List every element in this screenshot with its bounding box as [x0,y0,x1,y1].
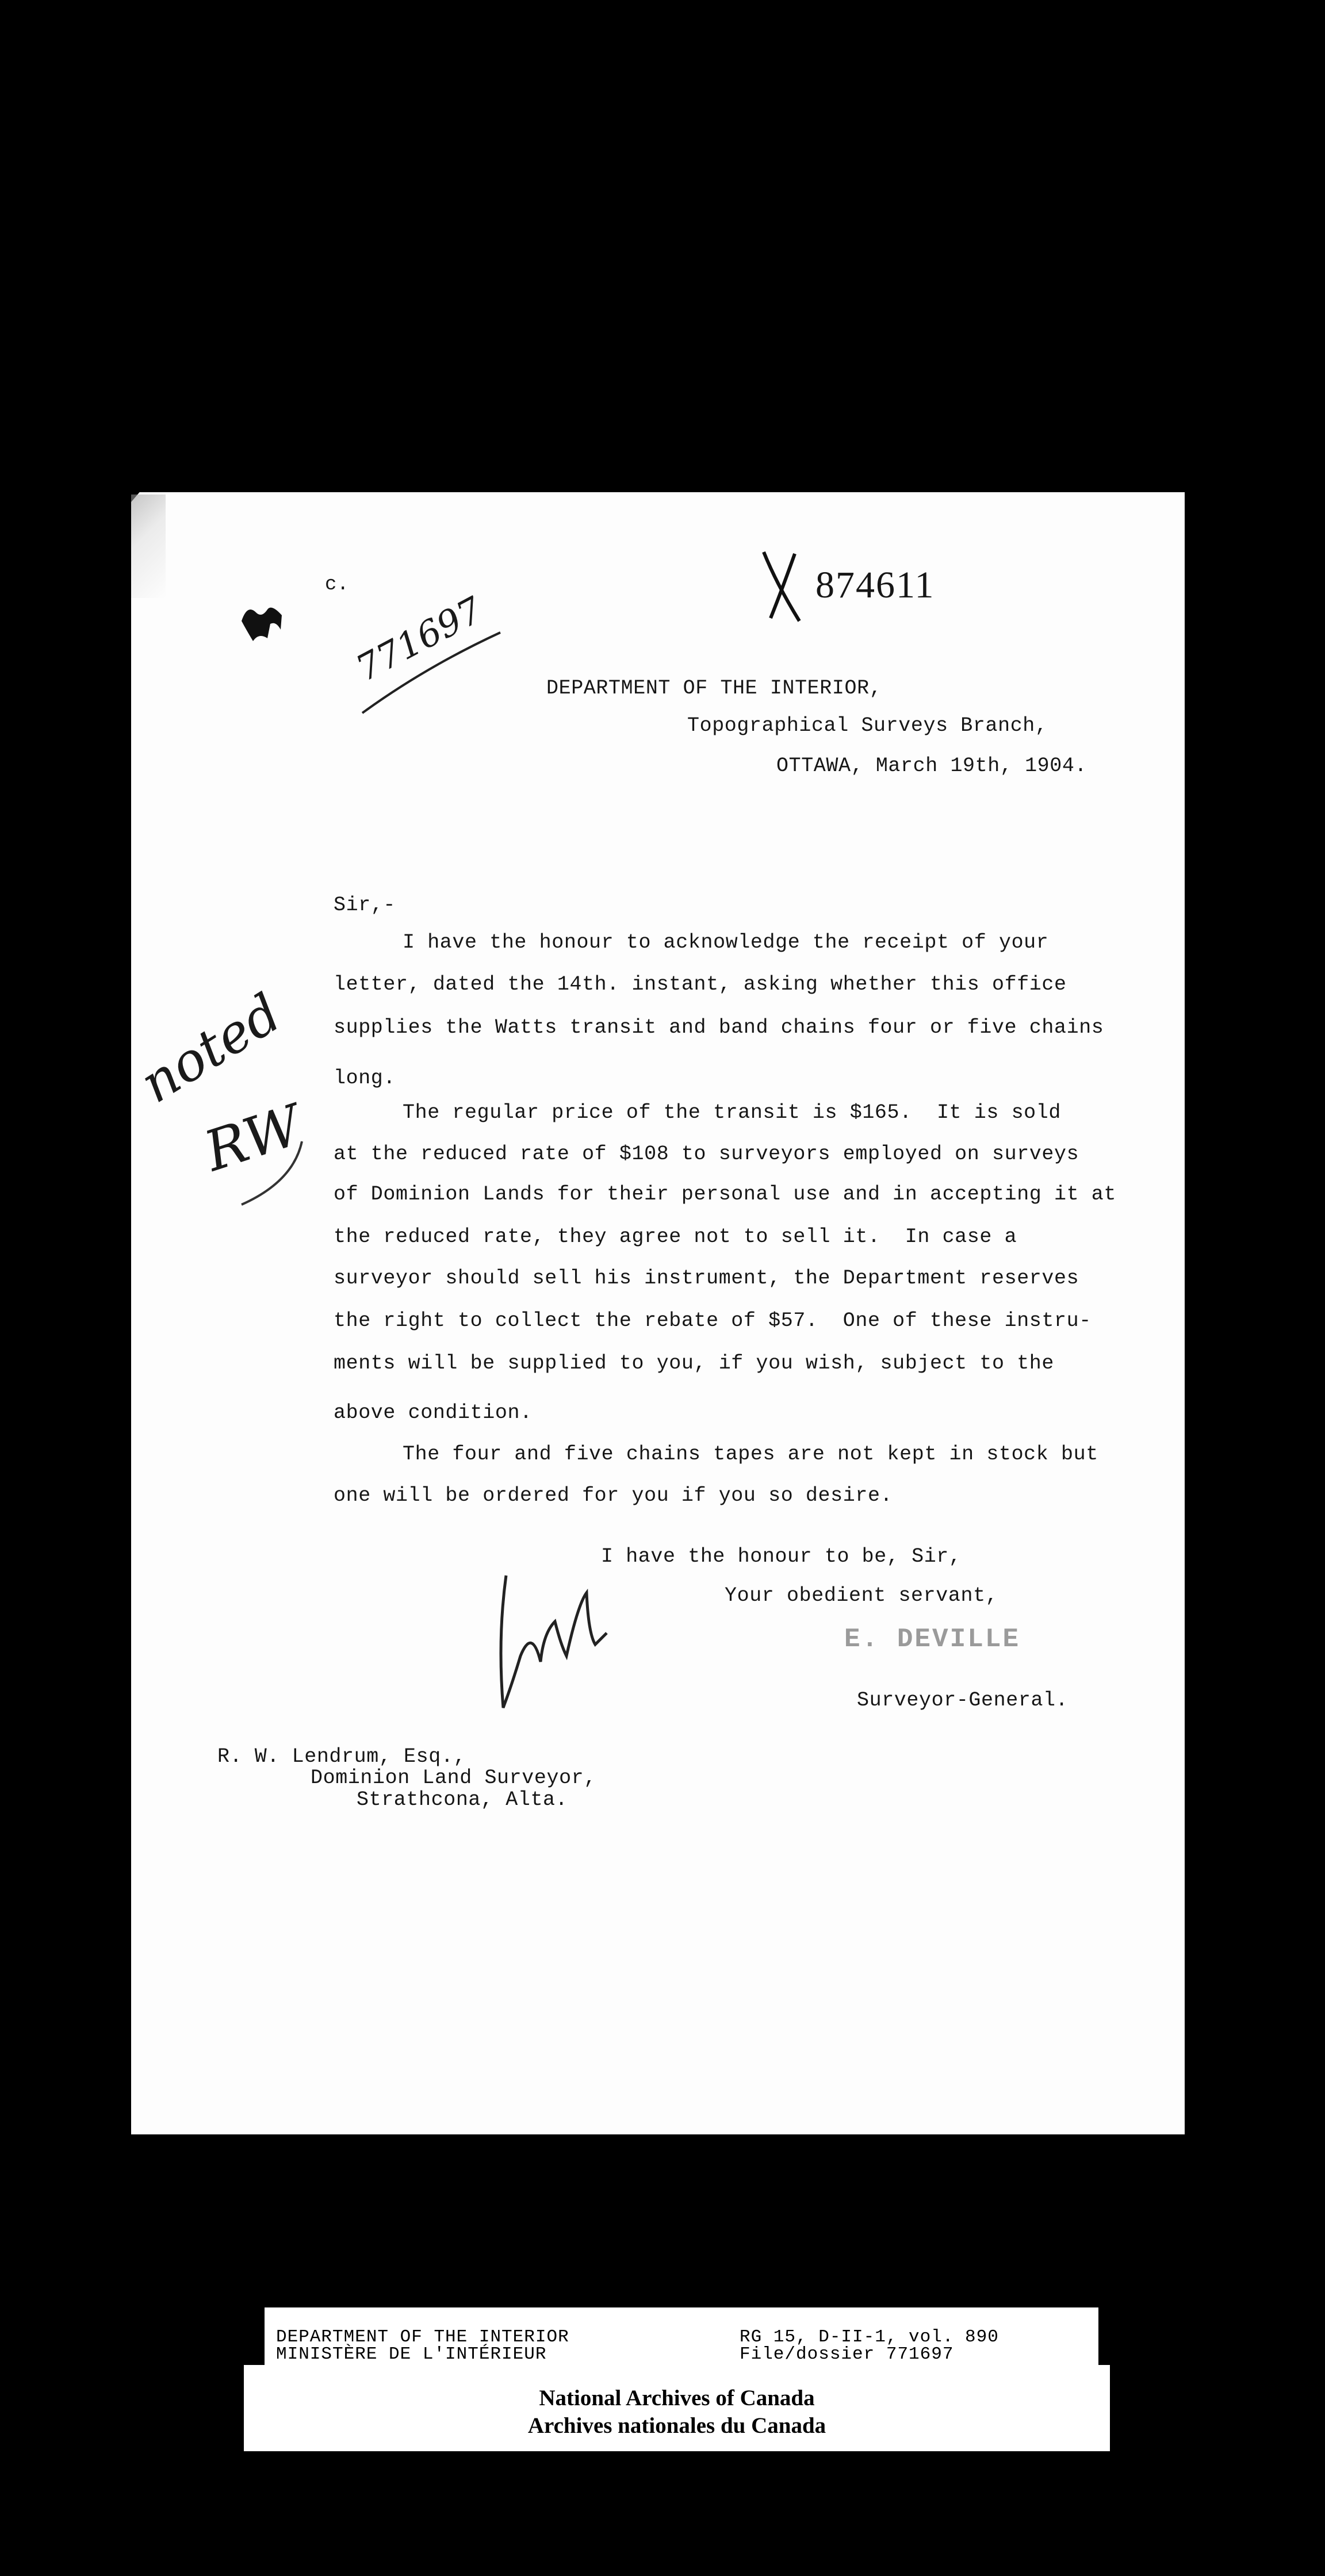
underline-stroke [357,627,506,719]
handwritten-file-reference: 771697 [349,588,489,690]
archives-name-english: National Archives of Canada [539,2386,815,2410]
file-dossier-ref: File/dossier 771697 [740,2344,954,2364]
closing-line: I have the honour to be, Sir, [601,1545,962,1568]
body-line: the reduced rate, they agree not to sell it. In case a [334,1225,1017,1248]
archive-reference-label [265,2307,1098,2370]
body-line: The four and five chains tapes are not kept in stock but [403,1443,1098,1466]
handwritten-initial-scribble [486,1570,612,1719]
archives-name-french: Archives nationales du Canada [527,2413,826,2438]
marginal-note: noted [129,982,292,1115]
top-mark: c. [325,574,350,596]
body-line: ments will be supplied to you, if you wish, subject to the [334,1352,1054,1375]
stamp-number: 874611 [815,564,935,606]
salutation: Sir,- [334,894,396,917]
body-line: supplies the Watts transit and band chains four or five chains [334,1016,1104,1039]
body-line: letter, dated the 14th. instant, asking whether this office [334,973,1067,996]
addressee-role: Dominion Land Surveyor, [311,1766,596,1789]
record-group-ref: RG 15, D-II-1, vol. 890 [740,2327,999,2347]
body-line: I have the honour to acknowledge the receipt of your [403,931,1049,954]
signature-stamp: E. DEVILLE [844,1624,1021,1654]
body-line: one will be ordered for you if you so desire. [334,1484,893,1507]
addressee-name: R. W. Lendrum, Esq., [217,1745,466,1768]
body-line: above condition. [334,1401,533,1424]
archive-name-box [244,2365,1110,2451]
closing-line: Your obedient servant, [725,1584,998,1607]
check-mark-icon [236,598,293,656]
body-line: The regular price of the transit is $165. It is sold [403,1101,1061,1124]
x-cross-mark-icon [759,549,805,624]
body-line: the right to collect the rebate of $57. One of these instru- [334,1309,1092,1332]
addressee-place: Strathcona, Alta. [357,1788,568,1811]
signatory-title: Surveyor-General. [857,1689,1069,1712]
page-corner-shadow [131,494,166,598]
body-line: at the reduced rate of $108 to surveyors employed on surveys [334,1143,1079,1166]
marginal-stroke [230,1136,311,1210]
department-heading: DEPARTMENT OF THE INTERIOR, [546,677,882,700]
marginal-initials: RW [197,1092,309,1184]
dept-english: DEPARTMENT OF THE INTERIOR [276,2327,569,2347]
body-line: surveyor should sell his instrument, the Department reserves [334,1267,1079,1290]
dept-french: MINISTÈRE DE L'INTÉRIEUR [276,2344,547,2364]
branch-heading: Topographical Surveys Branch, [687,714,1048,737]
place-date: OTTAWA, March 19th, 1904. [776,754,1087,777]
body-line: of Dominion Lands for their personal use and in accepting it at [334,1183,1117,1206]
body-line: long. [334,1067,396,1090]
